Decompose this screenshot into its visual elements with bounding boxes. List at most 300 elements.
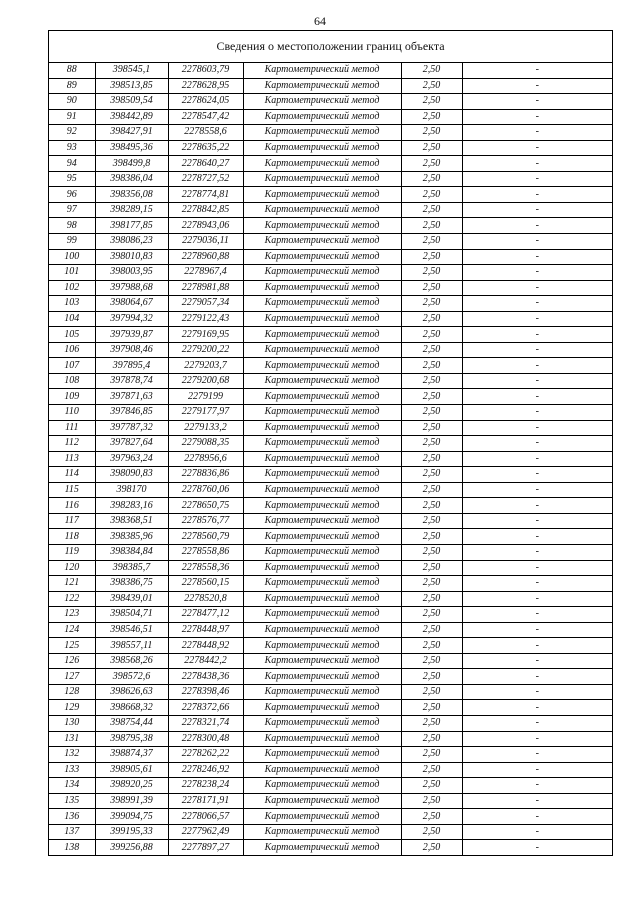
y-coordinate-cell: 2278774,81 bbox=[168, 187, 243, 203]
method-cell: Картометрический метод bbox=[243, 638, 401, 654]
table-row bbox=[49, 156, 612, 172]
table-row bbox=[49, 249, 612, 265]
x-coordinate-cell: 398090,83 bbox=[95, 467, 168, 483]
table-row bbox=[49, 202, 612, 218]
accuracy-cell: 2,50 bbox=[401, 202, 462, 218]
y-coordinate-cell: 2278321,74 bbox=[168, 715, 243, 731]
accuracy-cell: 2,50 bbox=[401, 684, 462, 700]
accuracy-cell: 2,50 bbox=[401, 498, 462, 514]
y-coordinate-cell: 2278066,57 bbox=[168, 809, 243, 825]
accuracy-cell: 2,50 bbox=[401, 778, 462, 794]
description-cell: - bbox=[462, 296, 612, 312]
method-cell: Картометрический метод bbox=[243, 809, 401, 825]
description-cell: - bbox=[462, 202, 612, 218]
method-cell: Картометрический метод bbox=[243, 669, 401, 685]
accuracy-cell: 2,50 bbox=[401, 94, 462, 110]
table-row bbox=[49, 327, 612, 343]
method-cell: Картометрический метод bbox=[243, 529, 401, 545]
accuracy-cell: 2,50 bbox=[401, 327, 462, 343]
x-coordinate-cell: 398177,85 bbox=[95, 218, 168, 234]
y-coordinate-cell: 2279200,22 bbox=[168, 342, 243, 358]
y-coordinate-cell: 2279057,34 bbox=[168, 296, 243, 312]
x-coordinate-cell: 398795,38 bbox=[95, 731, 168, 747]
point-number-cell: 117 bbox=[49, 513, 95, 529]
description-cell: - bbox=[462, 498, 612, 514]
table-row bbox=[49, 218, 612, 234]
method-cell: Картометрический метод bbox=[243, 265, 401, 281]
x-coordinate-cell: 397878,74 bbox=[95, 373, 168, 389]
table-row bbox=[49, 544, 612, 560]
y-coordinate-cell: 2279169,95 bbox=[168, 327, 243, 343]
x-coordinate-cell: 398905,61 bbox=[95, 762, 168, 778]
table-row bbox=[49, 824, 612, 840]
method-cell: Картометрический метод bbox=[243, 591, 401, 607]
description-cell: - bbox=[462, 358, 612, 374]
x-coordinate-cell: 398920,25 bbox=[95, 778, 168, 794]
point-number-cell: 89 bbox=[49, 78, 95, 94]
description-cell: - bbox=[462, 560, 612, 576]
x-coordinate-cell: 397963,24 bbox=[95, 451, 168, 467]
method-cell: Картометрический метод bbox=[243, 451, 401, 467]
method-cell: Картометрический метод bbox=[243, 700, 401, 716]
point-number-cell: 113 bbox=[49, 451, 95, 467]
method-cell: Картометрический метод bbox=[243, 140, 401, 156]
y-coordinate-cell: 2278560,79 bbox=[168, 529, 243, 545]
point-number-cell: 118 bbox=[49, 529, 95, 545]
point-number-cell: 101 bbox=[49, 265, 95, 281]
y-coordinate-cell: 2278246,92 bbox=[168, 762, 243, 778]
x-coordinate-cell: 398991,39 bbox=[95, 793, 168, 809]
description-cell: - bbox=[462, 529, 612, 545]
y-coordinate-cell: 2278727,52 bbox=[168, 171, 243, 187]
coordinates-table bbox=[49, 63, 612, 856]
x-coordinate-cell: 397846,85 bbox=[95, 405, 168, 421]
x-coordinate-cell: 399094,75 bbox=[95, 809, 168, 825]
point-number-cell: 91 bbox=[49, 109, 95, 125]
description-cell: - bbox=[462, 94, 612, 110]
description-cell: - bbox=[462, 840, 612, 856]
method-cell: Картометрический метод bbox=[243, 607, 401, 623]
y-coordinate-cell: 2278760,06 bbox=[168, 482, 243, 498]
x-coordinate-cell: 398626,63 bbox=[95, 684, 168, 700]
y-coordinate-cell: 2278238,24 bbox=[168, 778, 243, 794]
accuracy-cell: 2,50 bbox=[401, 700, 462, 716]
x-coordinate-cell: 397871,63 bbox=[95, 389, 168, 405]
x-coordinate-cell: 398874,37 bbox=[95, 747, 168, 763]
table-row bbox=[49, 607, 612, 623]
method-cell: Картометрический метод bbox=[243, 747, 401, 763]
accuracy-cell: 2,50 bbox=[401, 171, 462, 187]
description-cell: - bbox=[462, 109, 612, 125]
x-coordinate-cell: 398427,91 bbox=[95, 125, 168, 141]
table-row bbox=[49, 358, 612, 374]
x-coordinate-cell: 398170 bbox=[95, 482, 168, 498]
method-cell: Картометрический метод bbox=[243, 840, 401, 856]
x-coordinate-cell: 398557,11 bbox=[95, 638, 168, 654]
y-coordinate-cell: 2278943,06 bbox=[168, 218, 243, 234]
method-cell: Картометрический метод bbox=[243, 420, 401, 436]
y-coordinate-cell: 2278477,12 bbox=[168, 607, 243, 623]
description-cell: - bbox=[462, 638, 612, 654]
table-row bbox=[49, 234, 612, 250]
x-coordinate-cell: 398545,1 bbox=[95, 63, 168, 78]
method-cell: Картометрический метод bbox=[243, 63, 401, 78]
y-coordinate-cell: 2279203,7 bbox=[168, 358, 243, 374]
method-cell: Картометрический метод bbox=[243, 296, 401, 312]
accuracy-cell: 2,50 bbox=[401, 731, 462, 747]
point-number-cell: 129 bbox=[49, 700, 95, 716]
x-coordinate-cell: 397994,32 bbox=[95, 311, 168, 327]
x-coordinate-cell: 397787,32 bbox=[95, 420, 168, 436]
point-number-cell: 94 bbox=[49, 156, 95, 172]
y-coordinate-cell: 2278967,4 bbox=[168, 265, 243, 281]
y-coordinate-cell: 2277962,49 bbox=[168, 824, 243, 840]
description-cell: - bbox=[462, 373, 612, 389]
method-cell: Картометрический метод bbox=[243, 187, 401, 203]
y-coordinate-cell: 2278560,15 bbox=[168, 576, 243, 592]
point-number-cell: 102 bbox=[49, 280, 95, 296]
x-coordinate-cell: 397908,46 bbox=[95, 342, 168, 358]
accuracy-cell: 2,50 bbox=[401, 436, 462, 452]
point-number-cell: 120 bbox=[49, 560, 95, 576]
y-coordinate-cell: 2278981,88 bbox=[168, 280, 243, 296]
accuracy-cell: 2,50 bbox=[401, 529, 462, 545]
accuracy-cell: 2,50 bbox=[401, 591, 462, 607]
point-number-cell: 114 bbox=[49, 467, 95, 483]
method-cell: Картометрический метод bbox=[243, 513, 401, 529]
point-number-cell: 136 bbox=[49, 809, 95, 825]
method-cell: Картометрический метод bbox=[243, 824, 401, 840]
method-cell: Картометрический метод bbox=[243, 171, 401, 187]
table-row bbox=[49, 731, 612, 747]
table-row bbox=[49, 793, 612, 809]
method-cell: Картометрический метод bbox=[243, 467, 401, 483]
point-number-cell: 99 bbox=[49, 234, 95, 250]
y-coordinate-cell: 2278650,75 bbox=[168, 498, 243, 514]
table-row bbox=[49, 436, 612, 452]
method-cell: Картометрический метод bbox=[243, 311, 401, 327]
accuracy-cell: 2,50 bbox=[401, 513, 462, 529]
table-row bbox=[49, 342, 612, 358]
x-coordinate-cell: 398668,32 bbox=[95, 700, 168, 716]
x-coordinate-cell: 398754,44 bbox=[95, 715, 168, 731]
table-row bbox=[49, 405, 612, 421]
description-cell: - bbox=[462, 731, 612, 747]
y-coordinate-cell: 2278836,86 bbox=[168, 467, 243, 483]
x-coordinate-cell: 398010,83 bbox=[95, 249, 168, 265]
x-coordinate-cell: 398442,89 bbox=[95, 109, 168, 125]
table-row bbox=[49, 94, 612, 110]
accuracy-cell: 2,50 bbox=[401, 389, 462, 405]
x-coordinate-cell: 398064,67 bbox=[95, 296, 168, 312]
table-row bbox=[49, 529, 612, 545]
x-coordinate-cell: 398368,51 bbox=[95, 513, 168, 529]
point-number-cell: 90 bbox=[49, 94, 95, 110]
accuracy-cell: 2,50 bbox=[401, 793, 462, 809]
description-cell: - bbox=[462, 576, 612, 592]
method-cell: Картометрический метод bbox=[243, 280, 401, 296]
method-cell: Картометрический метод bbox=[243, 793, 401, 809]
accuracy-cell: 2,50 bbox=[401, 809, 462, 825]
description-cell: - bbox=[462, 78, 612, 94]
point-number-cell: 125 bbox=[49, 638, 95, 654]
point-number-cell: 92 bbox=[49, 125, 95, 141]
table-row bbox=[49, 187, 612, 203]
accuracy-cell: 2,50 bbox=[401, 544, 462, 560]
x-coordinate-cell: 398384,84 bbox=[95, 544, 168, 560]
table-row bbox=[49, 140, 612, 156]
y-coordinate-cell: 2278558,86 bbox=[168, 544, 243, 560]
point-number-cell: 98 bbox=[49, 218, 95, 234]
x-coordinate-cell: 398385,96 bbox=[95, 529, 168, 545]
point-number-cell: 108 bbox=[49, 373, 95, 389]
description-cell: - bbox=[462, 544, 612, 560]
table-row bbox=[49, 560, 612, 576]
description-cell: - bbox=[462, 607, 612, 623]
point-number-cell: 131 bbox=[49, 731, 95, 747]
accuracy-cell: 2,50 bbox=[401, 63, 462, 78]
y-coordinate-cell: 2278398,46 bbox=[168, 684, 243, 700]
accuracy-cell: 2,50 bbox=[401, 280, 462, 296]
description-cell: - bbox=[462, 513, 612, 529]
point-number-cell: 106 bbox=[49, 342, 95, 358]
description-cell: - bbox=[462, 778, 612, 794]
description-cell: - bbox=[462, 187, 612, 203]
description-cell: - bbox=[462, 327, 612, 343]
description-cell: - bbox=[462, 793, 612, 809]
table-row bbox=[49, 762, 612, 778]
accuracy-cell: 2,50 bbox=[401, 824, 462, 840]
point-number-cell: 111 bbox=[49, 420, 95, 436]
description-cell: - bbox=[462, 436, 612, 452]
y-coordinate-cell: 2278442,2 bbox=[168, 653, 243, 669]
x-coordinate-cell: 398499,8 bbox=[95, 156, 168, 172]
x-coordinate-cell: 397895,4 bbox=[95, 358, 168, 374]
table-row bbox=[49, 467, 612, 483]
x-coordinate-cell: 398504,71 bbox=[95, 607, 168, 623]
x-coordinate-cell: 398386,75 bbox=[95, 576, 168, 592]
x-coordinate-cell: 398509,54 bbox=[95, 94, 168, 110]
point-number-cell: 134 bbox=[49, 778, 95, 794]
point-number-cell: 103 bbox=[49, 296, 95, 312]
accuracy-cell: 2,50 bbox=[401, 78, 462, 94]
description-cell: - bbox=[462, 669, 612, 685]
table-row bbox=[49, 747, 612, 763]
description-cell: - bbox=[462, 234, 612, 250]
accuracy-cell: 2,50 bbox=[401, 296, 462, 312]
table-row bbox=[49, 280, 612, 296]
point-number-cell: 121 bbox=[49, 576, 95, 592]
description-cell: - bbox=[462, 171, 612, 187]
y-coordinate-cell: 2279177,97 bbox=[168, 405, 243, 421]
y-coordinate-cell: 2278448,92 bbox=[168, 638, 243, 654]
table-row bbox=[49, 109, 612, 125]
description-cell: - bbox=[462, 715, 612, 731]
accuracy-cell: 2,50 bbox=[401, 265, 462, 281]
table-row bbox=[49, 78, 612, 94]
table-row bbox=[49, 296, 612, 312]
y-coordinate-cell: 2278547,42 bbox=[168, 109, 243, 125]
accuracy-cell: 2,50 bbox=[401, 249, 462, 265]
method-cell: Картометрический метод bbox=[243, 234, 401, 250]
description-cell: - bbox=[462, 824, 612, 840]
point-number-cell: 132 bbox=[49, 747, 95, 763]
accuracy-cell: 2,50 bbox=[401, 576, 462, 592]
x-coordinate-cell: 397827,64 bbox=[95, 436, 168, 452]
method-cell: Картометрический метод bbox=[243, 715, 401, 731]
accuracy-cell: 2,50 bbox=[401, 638, 462, 654]
method-cell: Картометрический метод bbox=[243, 778, 401, 794]
description-cell: - bbox=[462, 405, 612, 421]
x-coordinate-cell: 398283,16 bbox=[95, 498, 168, 514]
accuracy-cell: 2,50 bbox=[401, 405, 462, 421]
method-cell: Картометрический метод bbox=[243, 373, 401, 389]
y-coordinate-cell: 2278372,66 bbox=[168, 700, 243, 716]
table-row bbox=[49, 125, 612, 141]
point-number-cell: 96 bbox=[49, 187, 95, 203]
description-cell: - bbox=[462, 451, 612, 467]
y-coordinate-cell: 2279122,43 bbox=[168, 311, 243, 327]
method-cell: Картометрический метод bbox=[243, 94, 401, 110]
point-number-cell: 137 bbox=[49, 824, 95, 840]
accuracy-cell: 2,50 bbox=[401, 669, 462, 685]
y-coordinate-cell: 2279200,68 bbox=[168, 373, 243, 389]
y-coordinate-cell: 2277897,27 bbox=[168, 840, 243, 856]
accuracy-cell: 2,50 bbox=[401, 109, 462, 125]
method-cell: Картометрический метод bbox=[243, 544, 401, 560]
description-cell: - bbox=[462, 342, 612, 358]
method-cell: Картометрический метод bbox=[243, 762, 401, 778]
x-coordinate-cell: 398289,15 bbox=[95, 202, 168, 218]
table-row bbox=[49, 715, 612, 731]
y-coordinate-cell: 2278558,6 bbox=[168, 125, 243, 141]
x-coordinate-cell: 398086,23 bbox=[95, 234, 168, 250]
point-number-cell: 97 bbox=[49, 202, 95, 218]
x-coordinate-cell: 398572,6 bbox=[95, 669, 168, 685]
x-coordinate-cell: 397988,68 bbox=[95, 280, 168, 296]
table-row bbox=[49, 638, 612, 654]
point-number-cell: 88 bbox=[49, 63, 95, 78]
description-cell: - bbox=[462, 280, 612, 296]
point-number-cell: 116 bbox=[49, 498, 95, 514]
y-coordinate-cell: 2279199 bbox=[168, 389, 243, 405]
description-cell: - bbox=[462, 311, 612, 327]
table-row bbox=[49, 684, 612, 700]
point-number-cell: 123 bbox=[49, 607, 95, 623]
x-coordinate-cell: 398356,08 bbox=[95, 187, 168, 203]
method-cell: Картометрический метод bbox=[243, 218, 401, 234]
coordinates-table-body bbox=[49, 63, 612, 855]
y-coordinate-cell: 2278603,79 bbox=[168, 63, 243, 78]
description-cell: - bbox=[462, 218, 612, 234]
y-coordinate-cell: 2278438,36 bbox=[168, 669, 243, 685]
x-coordinate-cell: 398513,85 bbox=[95, 78, 168, 94]
point-number-cell: 95 bbox=[49, 171, 95, 187]
point-number-cell: 112 bbox=[49, 436, 95, 452]
table-row bbox=[49, 513, 612, 529]
x-coordinate-cell: 399256,88 bbox=[95, 840, 168, 856]
accuracy-cell: 2,50 bbox=[401, 482, 462, 498]
point-number-cell: 126 bbox=[49, 653, 95, 669]
description-cell: - bbox=[462, 265, 612, 281]
method-cell: Картометрический метод bbox=[243, 498, 401, 514]
y-coordinate-cell: 2278576,77 bbox=[168, 513, 243, 529]
y-coordinate-cell: 2278960,88 bbox=[168, 249, 243, 265]
description-cell: - bbox=[462, 700, 612, 716]
x-coordinate-cell: 398546,51 bbox=[95, 622, 168, 638]
point-number-cell: 93 bbox=[49, 140, 95, 156]
x-coordinate-cell: 398568,26 bbox=[95, 653, 168, 669]
y-coordinate-cell: 2279036,11 bbox=[168, 234, 243, 250]
y-coordinate-cell: 2279088,35 bbox=[168, 436, 243, 452]
accuracy-cell: 2,50 bbox=[401, 156, 462, 172]
accuracy-cell: 2,50 bbox=[401, 607, 462, 623]
table-row bbox=[49, 482, 612, 498]
y-coordinate-cell: 2278262,22 bbox=[168, 747, 243, 763]
x-coordinate-cell: 397939,87 bbox=[95, 327, 168, 343]
table-row bbox=[49, 373, 612, 389]
description-cell: - bbox=[462, 482, 612, 498]
accuracy-cell: 2,50 bbox=[401, 762, 462, 778]
method-cell: Картометрический метод bbox=[243, 78, 401, 94]
point-number-cell: 124 bbox=[49, 622, 95, 638]
point-number-cell: 115 bbox=[49, 482, 95, 498]
table-row bbox=[49, 265, 612, 281]
method-cell: Картометрический метод bbox=[243, 125, 401, 141]
table-row bbox=[49, 700, 612, 716]
y-coordinate-cell: 2278300,48 bbox=[168, 731, 243, 747]
description-cell: - bbox=[462, 622, 612, 638]
y-coordinate-cell: 2278624,05 bbox=[168, 94, 243, 110]
y-coordinate-cell: 2278520,8 bbox=[168, 591, 243, 607]
x-coordinate-cell: 398003,95 bbox=[95, 265, 168, 281]
method-cell: Картометрический метод bbox=[243, 389, 401, 405]
point-number-cell: 135 bbox=[49, 793, 95, 809]
description-cell: - bbox=[462, 653, 612, 669]
point-number-cell: 105 bbox=[49, 327, 95, 343]
description-cell: - bbox=[462, 125, 612, 141]
point-number-cell: 110 bbox=[49, 405, 95, 421]
point-number-cell: 127 bbox=[49, 669, 95, 685]
point-number-cell: 107 bbox=[49, 358, 95, 374]
method-cell: Картометрический метод bbox=[243, 482, 401, 498]
accuracy-cell: 2,50 bbox=[401, 311, 462, 327]
accuracy-cell: 2,50 bbox=[401, 420, 462, 436]
x-coordinate-cell: 398385,7 bbox=[95, 560, 168, 576]
table-row bbox=[49, 576, 612, 592]
description-cell: - bbox=[462, 762, 612, 778]
y-coordinate-cell: 2278635,22 bbox=[168, 140, 243, 156]
method-cell: Картометрический метод bbox=[243, 405, 401, 421]
table-row bbox=[49, 840, 612, 856]
description-cell: - bbox=[462, 420, 612, 436]
description-cell: - bbox=[462, 809, 612, 825]
point-number-cell: 128 bbox=[49, 684, 95, 700]
description-cell: - bbox=[462, 591, 612, 607]
method-cell: Картометрический метод bbox=[243, 560, 401, 576]
method-cell: Картометрический метод bbox=[243, 731, 401, 747]
y-coordinate-cell: 2278448,97 bbox=[168, 622, 243, 638]
accuracy-cell: 2,50 bbox=[401, 358, 462, 374]
y-coordinate-cell: 2279133,2 bbox=[168, 420, 243, 436]
table-row bbox=[49, 420, 612, 436]
point-number-cell: 104 bbox=[49, 311, 95, 327]
x-coordinate-cell: 398439,01 bbox=[95, 591, 168, 607]
method-cell: Картометрический метод bbox=[243, 684, 401, 700]
accuracy-cell: 2,50 bbox=[401, 234, 462, 250]
accuracy-cell: 2,50 bbox=[401, 622, 462, 638]
table-row bbox=[49, 498, 612, 514]
